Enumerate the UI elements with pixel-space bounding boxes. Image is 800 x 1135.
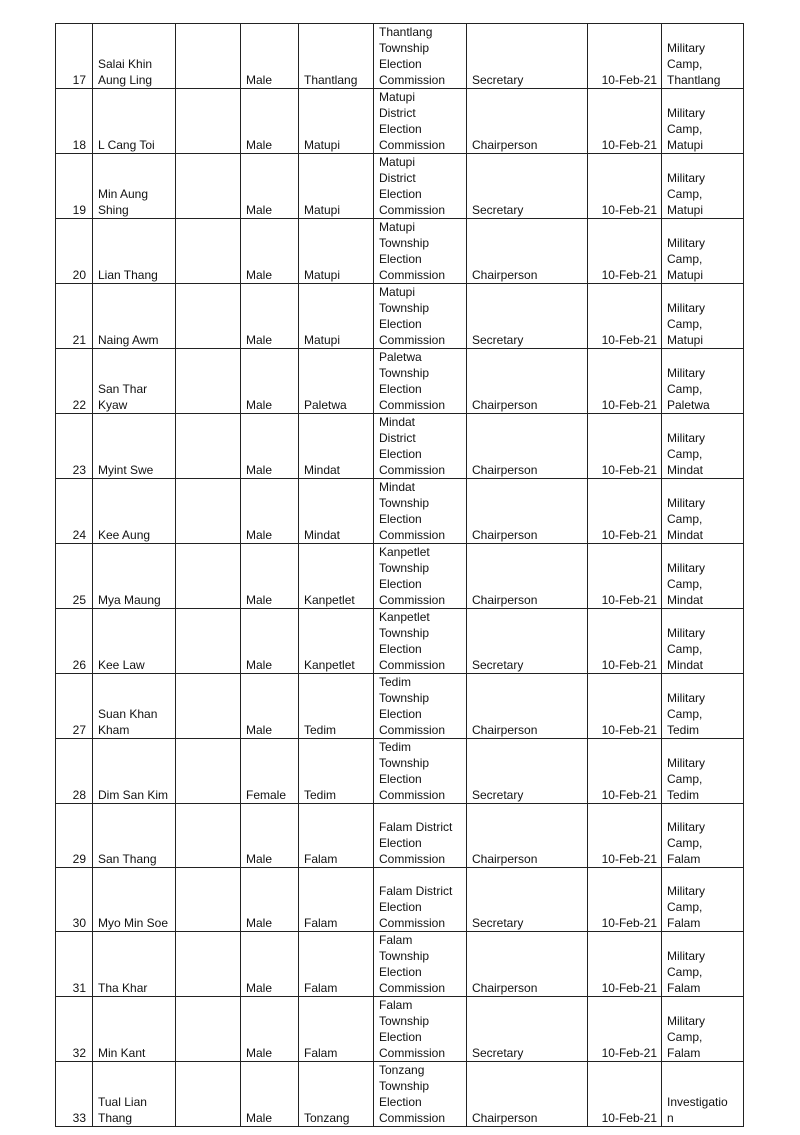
commission-cell: Thantlang Township Election Commission bbox=[374, 24, 467, 89]
row-number: 23 bbox=[56, 414, 93, 479]
person-name: Tha Khar bbox=[93, 932, 176, 997]
commission-cell: Falam District Election Commission bbox=[374, 868, 467, 932]
status-cell: Military Camp, Thantlang bbox=[662, 24, 744, 89]
table-row bbox=[56, 609, 744, 674]
location-cell: Falam bbox=[299, 868, 374, 932]
table-row bbox=[56, 868, 744, 932]
date-cell: 10-Feb-21 bbox=[588, 544, 662, 609]
table-row bbox=[56, 804, 744, 868]
row-number: 26 bbox=[56, 609, 93, 674]
position-cell: Secretary bbox=[467, 739, 588, 804]
status-cell: Military Camp, Matupi bbox=[662, 89, 744, 154]
location-cell: Falam bbox=[299, 804, 374, 868]
table-row bbox=[56, 414, 744, 479]
blank-cell bbox=[176, 349, 241, 414]
row-number: 21 bbox=[56, 284, 93, 349]
row-number: 32 bbox=[56, 997, 93, 1062]
gender-cell: Male bbox=[241, 1062, 299, 1127]
gender-cell: Male bbox=[241, 89, 299, 154]
person-name: Kee Aung bbox=[93, 479, 176, 544]
commission-cell: Tedim Township Election Commission bbox=[374, 739, 467, 804]
position-cell: Chairperson bbox=[467, 219, 588, 284]
gender-cell: Male bbox=[241, 804, 299, 868]
date-cell: 10-Feb-21 bbox=[588, 414, 662, 479]
date-cell: 10-Feb-21 bbox=[588, 1062, 662, 1127]
blank-cell bbox=[176, 219, 241, 284]
table-row bbox=[56, 544, 744, 609]
location-cell: Matupi bbox=[299, 284, 374, 349]
commission-cell: Matupi District Election Commission bbox=[374, 154, 467, 219]
status-cell: Military Camp, Falam bbox=[662, 868, 744, 932]
status-cell: Military Camp, Tedim bbox=[662, 739, 744, 804]
blank-cell bbox=[176, 24, 241, 89]
blank-cell bbox=[176, 154, 241, 219]
date-cell: 10-Feb-21 bbox=[588, 674, 662, 739]
row-number: 22 bbox=[56, 349, 93, 414]
status-cell: Military Camp, Paletwa bbox=[662, 349, 744, 414]
table-row bbox=[56, 674, 744, 739]
position-cell: Chairperson bbox=[467, 1062, 588, 1127]
location-cell: Thantlang bbox=[299, 24, 374, 89]
blank-cell bbox=[176, 739, 241, 804]
person-name: Tual Lian Thang bbox=[93, 1062, 176, 1127]
commission-cell: Matupi Township Election Commission bbox=[374, 284, 467, 349]
row-number: 31 bbox=[56, 932, 93, 997]
row-number: 25 bbox=[56, 544, 93, 609]
location-cell: Paletwa bbox=[299, 349, 374, 414]
blank-cell bbox=[176, 1062, 241, 1127]
table-row bbox=[56, 1062, 744, 1127]
gender-cell: Male bbox=[241, 284, 299, 349]
commission-cell: Kanpetlet Township Election Commission bbox=[374, 544, 467, 609]
status-cell: Military Camp, Mindat bbox=[662, 609, 744, 674]
table-row bbox=[56, 89, 744, 154]
table-body bbox=[56, 24, 744, 1127]
commission-cell: Falam Township Election Commission bbox=[374, 932, 467, 997]
table-row bbox=[56, 24, 744, 89]
status-cell: Military Camp, Falam bbox=[662, 932, 744, 997]
gender-cell: Male bbox=[241, 609, 299, 674]
table-row bbox=[56, 932, 744, 997]
location-cell: Kanpetlet bbox=[299, 609, 374, 674]
date-cell: 10-Feb-21 bbox=[588, 349, 662, 414]
person-name: L Cang Toi bbox=[93, 89, 176, 154]
gender-cell: Male bbox=[241, 219, 299, 284]
position-cell: Secretary bbox=[467, 997, 588, 1062]
status-cell: Military Camp, Matupi bbox=[662, 219, 744, 284]
gender-cell: Male bbox=[241, 544, 299, 609]
table-row bbox=[56, 219, 744, 284]
location-cell: Matupi bbox=[299, 154, 374, 219]
commission-cell: Tonzang Township Election Commission bbox=[374, 1062, 467, 1127]
blank-cell bbox=[176, 932, 241, 997]
person-name: Dim San Kim bbox=[93, 739, 176, 804]
date-cell: 10-Feb-21 bbox=[588, 997, 662, 1062]
date-cell: 10-Feb-21 bbox=[588, 89, 662, 154]
row-number: 17 bbox=[56, 24, 93, 89]
person-name: San Thang bbox=[93, 804, 176, 868]
status-cell: Investigatio n bbox=[662, 1062, 744, 1127]
table-row bbox=[56, 997, 744, 1062]
blank-cell bbox=[176, 414, 241, 479]
person-name: Myo Min Soe bbox=[93, 868, 176, 932]
blank-cell bbox=[176, 89, 241, 154]
commission-cell: Mindat Township Election Commission bbox=[374, 479, 467, 544]
date-cell: 10-Feb-21 bbox=[588, 24, 662, 89]
person-name: Mya Maung bbox=[93, 544, 176, 609]
date-cell: 10-Feb-21 bbox=[588, 479, 662, 544]
status-cell: Military Camp, Mindat bbox=[662, 479, 744, 544]
gender-cell: Male bbox=[241, 868, 299, 932]
person-name: Salai Khin Aung Ling bbox=[93, 24, 176, 89]
gender-cell: Female bbox=[241, 739, 299, 804]
date-cell: 10-Feb-21 bbox=[588, 284, 662, 349]
position-cell: Secretary bbox=[467, 868, 588, 932]
status-cell: Military Camp, Matupi bbox=[662, 284, 744, 349]
blank-cell bbox=[176, 609, 241, 674]
blank-cell bbox=[176, 868, 241, 932]
position-cell: Secretary bbox=[467, 609, 588, 674]
date-cell: 10-Feb-21 bbox=[588, 868, 662, 932]
commission-cell: Tedim Township Election Commission bbox=[374, 674, 467, 739]
person-name: Lian Thang bbox=[93, 219, 176, 284]
location-cell: Matupi bbox=[299, 89, 374, 154]
gender-cell: Male bbox=[241, 414, 299, 479]
commission-cell: Matupi District Election Commission bbox=[374, 89, 467, 154]
status-cell: Military Camp, Mindat bbox=[662, 544, 744, 609]
table-row bbox=[56, 154, 744, 219]
location-cell: Kanpetlet bbox=[299, 544, 374, 609]
blank-cell bbox=[176, 544, 241, 609]
row-number: 24 bbox=[56, 479, 93, 544]
table-row bbox=[56, 284, 744, 349]
status-cell: Military Camp, Matupi bbox=[662, 154, 744, 219]
date-cell: 10-Feb-21 bbox=[588, 932, 662, 997]
position-cell: Chairperson bbox=[467, 479, 588, 544]
status-cell: Military Camp, Falam bbox=[662, 804, 744, 868]
row-number: 29 bbox=[56, 804, 93, 868]
status-cell: Military Camp, Mindat bbox=[662, 414, 744, 479]
date-cell: 10-Feb-21 bbox=[588, 804, 662, 868]
gender-cell: Male bbox=[241, 349, 299, 414]
blank-cell bbox=[176, 674, 241, 739]
person-name: Min Aung Shing bbox=[93, 154, 176, 219]
table-row bbox=[56, 479, 744, 544]
person-name: San Thar Kyaw bbox=[93, 349, 176, 414]
position-cell: Chairperson bbox=[467, 932, 588, 997]
blank-cell bbox=[176, 804, 241, 868]
commission-cell: Falam Township Election Commission bbox=[374, 997, 467, 1062]
gender-cell: Male bbox=[241, 932, 299, 997]
status-cell: Military Camp, Tedim bbox=[662, 674, 744, 739]
location-cell: Mindat bbox=[299, 479, 374, 544]
location-cell: Mindat bbox=[299, 414, 374, 479]
person-name: Myint Swe bbox=[93, 414, 176, 479]
row-number: 30 bbox=[56, 868, 93, 932]
gender-cell: Male bbox=[241, 997, 299, 1062]
position-cell: Secretary bbox=[467, 24, 588, 89]
location-cell: Matupi bbox=[299, 219, 374, 284]
person-name: Suan Khan Kham bbox=[93, 674, 176, 739]
commission-cell: Kanpetlet Township Election Commission bbox=[374, 609, 467, 674]
date-cell: 10-Feb-21 bbox=[588, 154, 662, 219]
row-number: 19 bbox=[56, 154, 93, 219]
commission-cell: Paletwa Township Election Commission bbox=[374, 349, 467, 414]
location-cell: Tedim bbox=[299, 739, 374, 804]
commission-cell: Mindat District Election Commission bbox=[374, 414, 467, 479]
gender-cell: Male bbox=[241, 479, 299, 544]
row-number: 27 bbox=[56, 674, 93, 739]
gender-cell: Male bbox=[241, 674, 299, 739]
blank-cell bbox=[176, 997, 241, 1062]
location-cell: Falam bbox=[299, 932, 374, 997]
person-name: Min Kant bbox=[93, 997, 176, 1062]
position-cell: Secretary bbox=[467, 284, 588, 349]
position-cell: Secretary bbox=[467, 154, 588, 219]
row-number: 18 bbox=[56, 89, 93, 154]
position-cell: Chairperson bbox=[467, 674, 588, 739]
commission-cell: Falam District Election Commission bbox=[374, 804, 467, 868]
position-cell: Chairperson bbox=[467, 89, 588, 154]
date-cell: 10-Feb-21 bbox=[588, 609, 662, 674]
position-cell: Chairperson bbox=[467, 414, 588, 479]
row-number: 33 bbox=[56, 1062, 93, 1127]
commission-cell: Matupi Township Election Commission bbox=[374, 219, 467, 284]
table-row bbox=[56, 349, 744, 414]
blank-cell bbox=[176, 479, 241, 544]
person-name: Kee Law bbox=[93, 609, 176, 674]
location-cell: Tedim bbox=[299, 674, 374, 739]
blank-cell bbox=[176, 284, 241, 349]
position-cell: Chairperson bbox=[467, 804, 588, 868]
date-cell: 10-Feb-21 bbox=[588, 219, 662, 284]
location-cell: Tonzang bbox=[299, 1062, 374, 1127]
gender-cell: Male bbox=[241, 24, 299, 89]
table-row bbox=[56, 739, 744, 804]
row-number: 28 bbox=[56, 739, 93, 804]
person-name: Naing Awm bbox=[93, 284, 176, 349]
date-cell: 10-Feb-21 bbox=[588, 739, 662, 804]
row-number: 20 bbox=[56, 219, 93, 284]
position-cell: Chairperson bbox=[467, 349, 588, 414]
detainee-table bbox=[55, 23, 744, 1127]
location-cell: Falam bbox=[299, 997, 374, 1062]
gender-cell: Male bbox=[241, 154, 299, 219]
position-cell: Chairperson bbox=[467, 544, 588, 609]
status-cell: Military Camp, Falam bbox=[662, 997, 744, 1062]
